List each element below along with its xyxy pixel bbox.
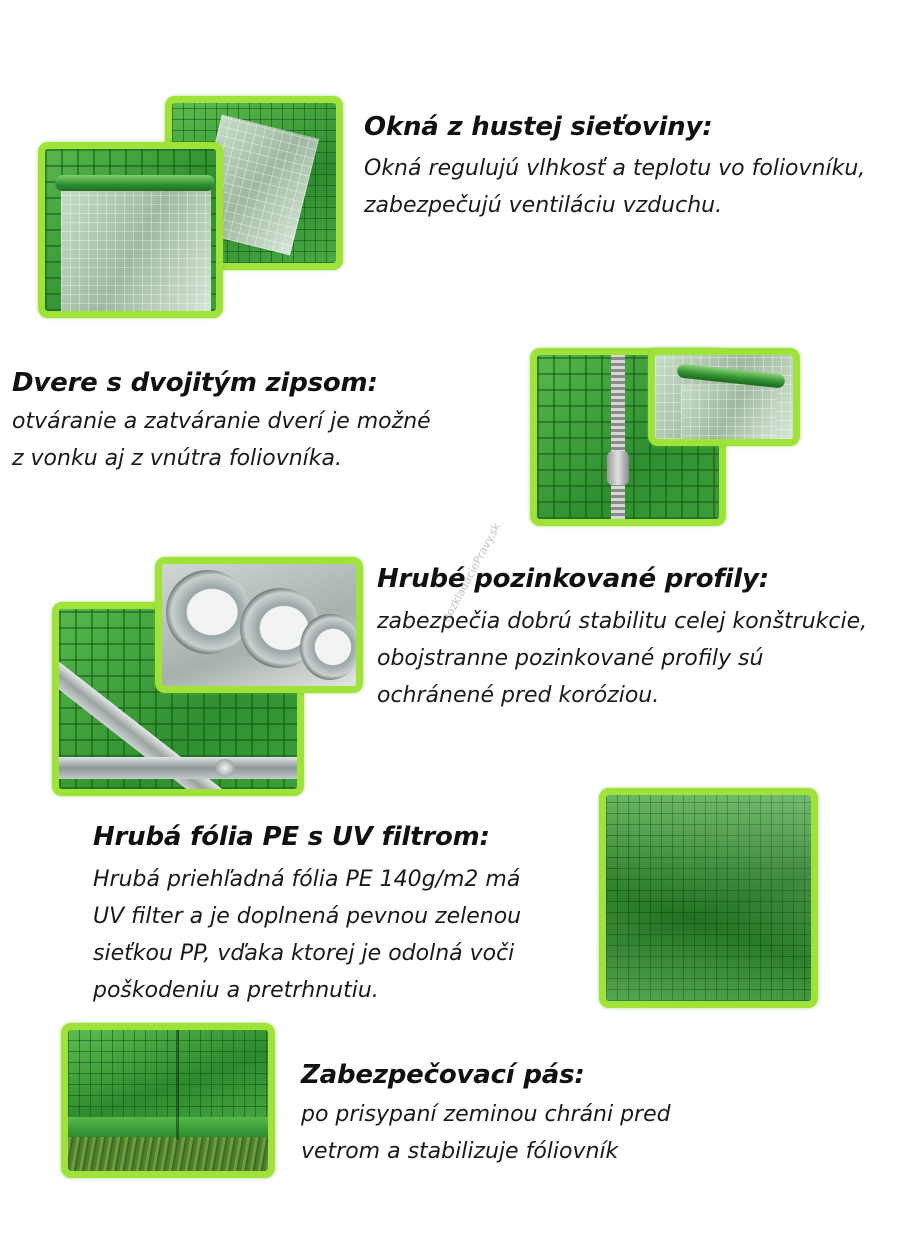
feature-description: Hrubá priehľadná fólia PE 140g/m2 má UV filter a je doplnená pevnou zelenou sieťkou PP, vďaka ktorej je odolná voči poškodeniu a pretrhnutiu.: [93, 867, 522, 1003]
feature-title: Hrubé pozinkované profily:: [377, 564, 769, 594]
feature-title: Okná z hustej sieťoviny:: [364, 112, 713, 142]
feature-description: otváranie a zatváranie dverí je možné z vonku aj z vnútra foliovníka.: [12, 409, 431, 471]
door-roll-photo: [648, 348, 800, 446]
feature-description: Okná regulujú vlhkosť a teplotu vo foliovníku, zabezpečujú ventiláciu vzduchu.: [364, 156, 866, 218]
feature-description: po prisypaní zeminou chráni pred vetrom a stabilizuje fóliovník: [301, 1102, 671, 1164]
feature-description: zabezpečia dobrú stabilitu celej konštrukcie, obojstranne pozinkované profily sú ochránené pred koróziou.: [377, 609, 868, 708]
feature-title: Dvere s dvojitým zipsom:: [12, 368, 378, 398]
pe-foil-photo: [599, 788, 818, 1008]
watermark: RozkladaciePravy.sk: [440, 520, 504, 625]
window-roll-photo: [38, 142, 223, 318]
ground-skirt-photo: [61, 1023, 275, 1178]
feature-title: Hrubá fólia PE s UV filtrom:: [93, 822, 490, 852]
feature-title: Zabezpečovací pás:: [301, 1060, 585, 1090]
galvanized-tubes-photo: [155, 557, 363, 693]
